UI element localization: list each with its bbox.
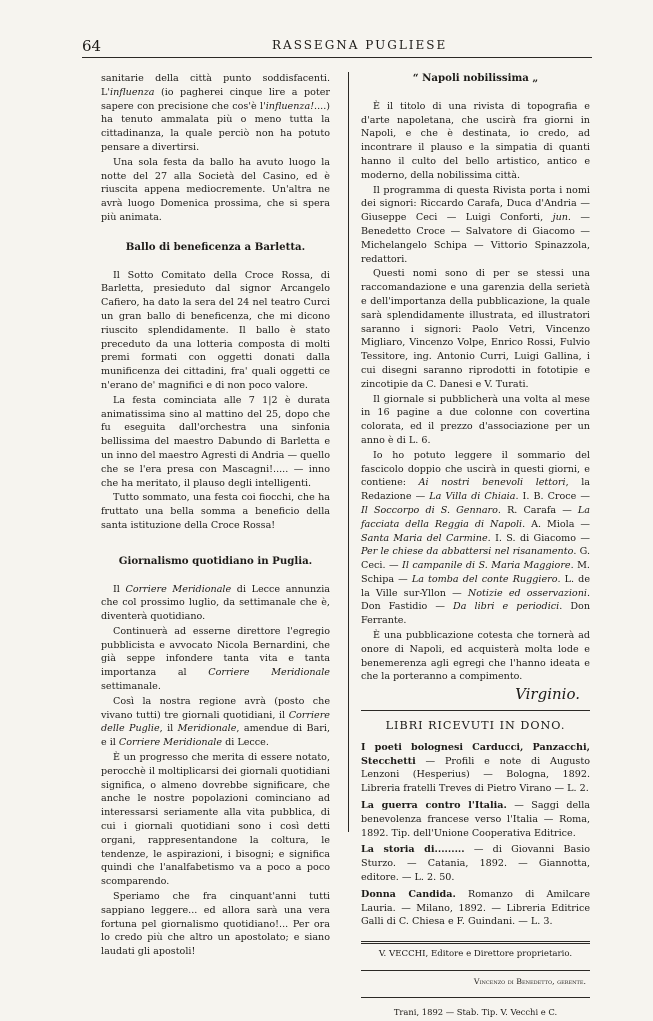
section-title-giornalismo: Giornalismo quotidiano in Puglia. xyxy=(118,554,313,567)
right-column xyxy=(361,72,590,1021)
page-header xyxy=(82,34,592,58)
left-column xyxy=(101,72,330,960)
paragraph-ballo-1: Il Sotto Comitato della Croce Rossa, di Barletta, presieduto dal signor Arcangelo Cafiero, ha dato la sera del 24 nel teatro Curci un gran ballo di beneficenza, che mi dicono riuscito splendidamente. Il ballo è stato preceduto da una lotteria composta di molti premi formati con oggetti donati dalla munificenza dei cittadini, fra' quali oggetti ce n'erano de' magnifici e di non poco valore. xyxy=(101,269,330,391)
manager-line: Vincenzo di Benedetto, gerente. xyxy=(473,977,586,987)
paragraph-casino-dance: Una sola festa da ballo ha avuto luogo la notte del 27 alla Società del Casino, ed è riuscita appena mediocremente. Un'altra ne avrà luogo Domenica prossima, che si spera più animata. xyxy=(101,156,330,223)
paragraph-napoli-1: È il titolo di una rivista di topografia e d'arte napoletana, che uscirà fra giorni in Napoli, e che è destinata, io credo, ad incontrare il plauso e la simpatia di quanti hanno il culto del bello artistico, antico e moderno, della nobilissima città. xyxy=(361,100,590,181)
paragraph-giornalismo-2: Continuerà ad esserne direttore l'egregio pubblicista e avvocato Nicola Bernardini, che già seppe infondere tanta vita e tanta importanza al Corriere Meridionale settimanale. xyxy=(101,625,330,693)
paragraph-ballo-2: La festa cominciata alle 7 1|2 è durata animatissima sino al mattino del 25, dopo che fu eseguita dall'orchestra una sinfonia bellissima del maestro Dabundo di Barletta e un inno del maestro Agresti di Andria — quello che se l'era presa con Mascagni!..... — inno che ha meritato, il plauso degli intelligenti. xyxy=(101,394,330,489)
running-title: RASSEGNA PUGLIESE xyxy=(272,38,448,52)
book-entry: La guerra contro l'Italia. — Saggi della benevolenza francese verso l'Italia — Roma, 1892. Tip. dell'Unione Cooperativa Editrice. xyxy=(361,800,590,839)
paragraph-influenza: sanitarie della città punto soddisfacenti. L'influenza (io pagherei cinque lire a poter sapere con precisione che cos'è l'influenza!....) ha tenuto ammalata più o meno tutta la cittadinanza, la quale perciò non ha potuto pensare a divertirsi. xyxy=(101,73,330,153)
paragraph-napoli-3: Questi nomi sono di per se stessi una raccomandazione e una garenzia della serietà e dell'importanza della pubblicazione, la quale sarà splendidamente illustrata, ed illustratori saranno i signori: Paolo Vetri, Vincenzo Migliaro, Vincenzo Volpe, Enrico Rossi, Fulvio Tessitore, ing. Antonio Curri, Luigi Gallina, i cui disegni saranno riprodotti in fototipie e zincotipie da C. Danesi e V. Turati. xyxy=(361,268,590,390)
section-title-napoli: “ Napoli nobilissima „ xyxy=(412,72,539,84)
editor-line: V. VECCHI, Editore e Direttore proprietario. xyxy=(378,949,573,960)
book-entry: Donna Candida. Romanzo di Amilcare Lauria. — Milano, 1892. — Libreria Editrice Galli di C. Chiesa e F. Guindani. — L. 3. xyxy=(361,888,590,928)
section-title-ballo: Ballo di beneficenza a Barletta. xyxy=(125,240,306,253)
page-number: 64 xyxy=(82,37,102,55)
printer-line: Trani, 1892 — Stab. Tip. V. Vecchi e C. xyxy=(393,1006,558,1017)
signature: Virginio. xyxy=(515,685,580,704)
column-divider xyxy=(348,72,349,832)
paragraph-napoli-2: Il programma di questa Rivista porta i nomi dei signori: Riccardo Carafa, Duca d'Andria — Giuseppe Ceci — Luigi Conforti, jun. — Benedetto Croce — Salvatore di Giacomo — Michelangelo Schipa — Vittorio Spinazzola, redattori. xyxy=(361,184,590,265)
paragraph-napoli-summary: Io ho potuto leggere il sommario del fascicolo doppio che uscirà in questi giorni, e contiene: Ai nostri benevoli lettori, la Redazione — La Villa di Chiaia. I. B. Croce — Il Soccorpo di S. Gennaro. R. Carafa — La facciata della Reggia di Napoli. A. Miola — Santa Maria del Carmine. I. S. di Giacomo — Per le chiese da abbattersi nel risanamento. G. Ceci. — Il campanile di S. Maria Maggiore. M. Schipa — La tomba del conte Ruggiero. L. de la Ville sur-Yllon — Notizie ed osservazioni. Don Fastidio — Da libri e periodici. Don Ferrante. xyxy=(361,449,590,627)
paragraph-napoli-6: È una pubblicazione cotesta che tornerà ad onore di Napoli, ed acquisterà molta lode e benemerenza agli egregi che l'hanno ideata e che la porteranno a compimento. xyxy=(361,630,590,683)
paragraph-giornalismo-3: Così la nostra regione avrà (posto che vivano tutti) tre giornali quotidiani, il Corriere delle Puglie, il Meridionale, amendue di Bari, e il Corriere Meridionale di Lecce. xyxy=(101,695,330,749)
paragraph-ballo-3: Tutto sommato, una festa coi fiocchi, che ha fruttato una bella somma a beneficio della santa istituzione della Croce Rossa! xyxy=(101,492,330,531)
divider-rule xyxy=(361,970,590,971)
book-entry: La storia di......... — di Giovanni Basio Sturzo. — Catania, 1892. — Giannotta, editore. — L. 2. 50. xyxy=(361,844,590,884)
divider-rule xyxy=(361,997,590,998)
paragraph-giornalismo-1: Il Corriere Meridionale di Lecce annunzia che col prossimo luglio, da settimanale che è, diventerà quotidiano. xyxy=(101,583,330,623)
section-title-libri: LIBRI RICEVUTI IN DONO. xyxy=(361,710,590,733)
book-entry: I poeti bolognesi Carducci, Panzacchi, Stecchetti — Profili e note di Augusto Lenzoni (Hesperius) — Bologna, 1892. Libreria fratelli Treves di Pietro Virano — L. 2. xyxy=(361,741,590,795)
paragraph-giornalismo-5: Speriamo che fra cinquant'anni tutti sappiano leggere... ed allora sarà una vera fortuna pel giornalismo quotidiano!... Per ora lo credo più che altro un apostolato; e siano laudati gli apostoli! xyxy=(101,891,330,958)
divider-rule xyxy=(361,941,590,944)
paragraph-giornalismo-4: È un progresso che merita di essere notato, perocchè il moltiplicarsi dei giornali quotidiani significa, o almeno dovrebbe significare, che anche le nostre popolazioni cominciano ad interessarsi seriamente alla vita pubblica, di cui i giornali quotidiani sono i così detti organi, rappresentandone la coltura, le tendenze, le aspirazioni, i bisogni; e significa quindi che l'analfabetismo va a poco a poco scomparendo. xyxy=(101,752,330,888)
paragraph-napoli-4: Il giornale si pubblicherà una volta al mese in 16 pagine a due colonne con covertina colorata, ed il prezzo d'associazione per un anno è di L. 6. xyxy=(361,393,590,446)
